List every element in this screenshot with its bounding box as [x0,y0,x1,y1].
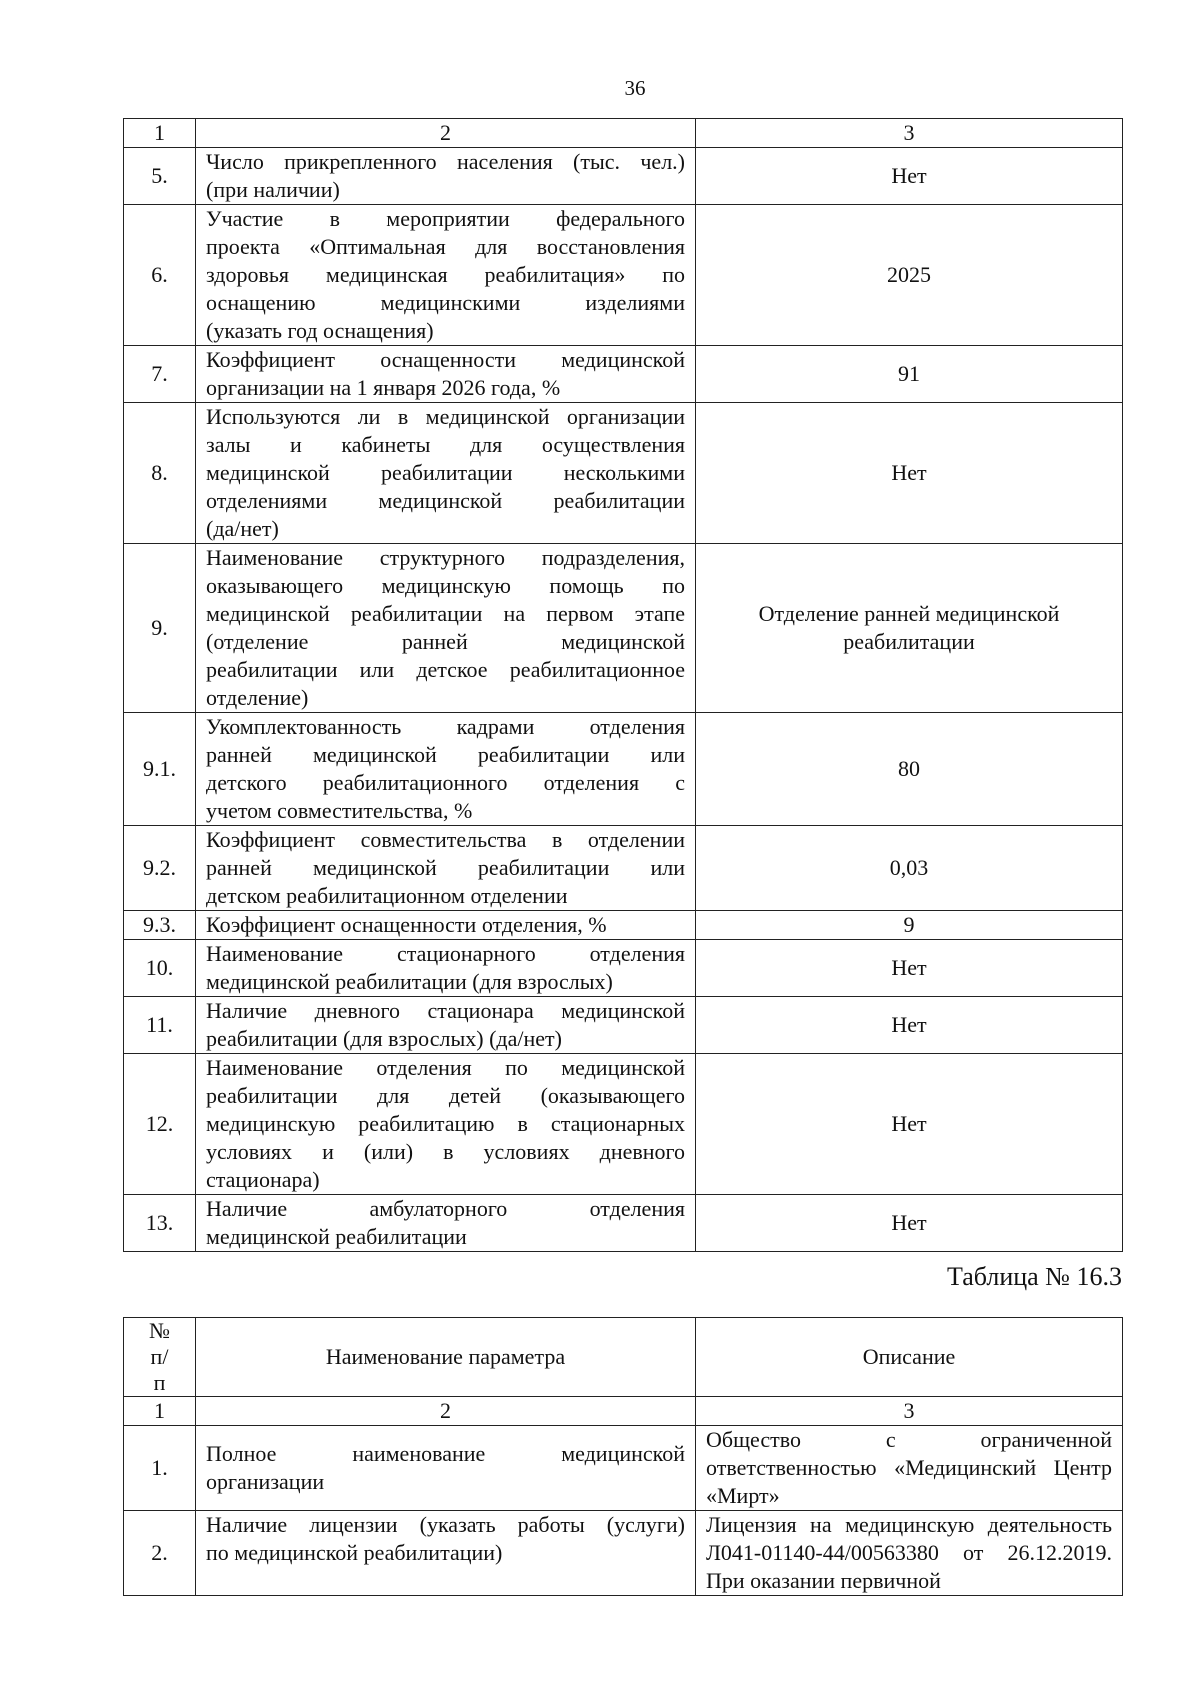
cell-line: ранней медицинской реабилитации или [206,742,685,767]
row-number: 6. [124,205,196,346]
table-row [124,544,1123,713]
table-row [124,826,1123,911]
row-number: 12. [124,1054,196,1195]
cell-line: Укомплектованность кадрами отделения [206,714,685,739]
cell-line: детского реабилитационного отделения с [206,770,685,795]
value-cell: 80 [696,713,1123,826]
numbering-row [124,1397,1123,1426]
cell-line: стационара) [206,1167,320,1192]
value-cell: Нет [696,1195,1123,1252]
cell-line: Лицензия на медицинскую деятельность [706,1512,1112,1537]
cell-line: Общество с ограниченной [706,1427,1112,1452]
value-cell: Нет [696,940,1123,997]
cell-line: оснащению медицинскими изделиями [206,290,685,315]
table-caption: Таблица № 16.3 [946,1262,1122,1291]
value-cell: 2025 [696,205,1123,346]
value-cell: 9 [696,911,1123,940]
cell-line: медицинской реабилитации (для взрослых) [206,969,613,994]
table-row [124,205,1123,346]
value-cell: Нет [696,997,1123,1054]
cell-line: Используются ли в медицинской организации [206,404,685,429]
description-cell [696,1511,1123,1596]
column-number: 3 [696,119,1123,148]
header-parameter: Наименование параметра [196,1318,696,1397]
table-row [124,713,1123,826]
table-header-row [124,119,1123,148]
cell-line: учетом совместительства, % [206,798,473,823]
column-number: 1 [124,1397,196,1426]
cell-line: медицинскую реабилитацию в стационарных [206,1111,685,1136]
cell-line: (отделение ранней медицинской [206,629,685,654]
parameter-cell [196,148,696,205]
table-row [124,148,1123,205]
row-number: 8. [124,403,196,544]
parameter-cell [196,826,696,911]
cell-line: условиях и (или) в условиях дневного [206,1139,685,1164]
table-row [124,1511,1123,1596]
cell-line: Наличие дневного стационара медицинской [206,998,685,1023]
column-number: 2 [196,119,696,148]
table-row [124,1195,1123,1252]
row-number: 9. [124,544,196,713]
header-description: Описание [696,1318,1123,1397]
column-number: 2 [196,1397,696,1426]
cell-line: по медицинской реабилитации) [206,1540,503,1565]
cell-line: Число прикрепленного населения (тыс. чел.) [206,149,685,174]
organization-table [123,1317,1123,1596]
row-number: 9.3. [124,911,196,940]
parameter-cell [196,713,696,826]
table-header-row [124,1318,1123,1397]
cell-line: (да/нет) [206,516,279,541]
row-number: 9.2. [124,826,196,911]
parameter-cell [196,346,696,403]
value-cell: Нет [696,148,1123,205]
cell-line: «Мирт» [706,1483,780,1508]
page-number: 36 [624,76,646,100]
cell-line: отделениями медицинской реабилитации [206,488,685,513]
parameter-cell [196,1426,696,1511]
table-row [124,911,1123,940]
cell-line: медицинской реабилитации [206,1224,467,1249]
value-cell: Нет [696,403,1123,544]
cell-line: Коэффициент оснащенности медицинской [206,347,685,372]
cell-line: детском реабилитационном отделении [206,883,568,908]
parameter-cell [196,940,696,997]
parameter-cell [196,544,696,713]
rehab-params-table [123,118,1123,1252]
table-row [124,403,1123,544]
row-number: 7. [124,346,196,403]
cell-line: реабилитации для детей (оказывающего [206,1083,685,1108]
column-number: 3 [696,1397,1123,1426]
parameter-cell [196,911,696,940]
parameter-cell [196,1195,696,1252]
parameter-cell [196,403,696,544]
cell-line: медицинской реабилитации на первом этапе [206,601,685,626]
cell-line: (указать год оснащения) [206,318,434,343]
column-number: 1 [124,119,196,148]
cell-line: ранней медицинской реабилитации или [206,855,685,880]
cell-line: При оказании первичной [706,1568,941,1593]
cell-line: Наличие амбулаторного отделения [206,1196,685,1221]
description-cell [696,1426,1123,1511]
row-number: 11. [124,997,196,1054]
parameter-cell [196,205,696,346]
cell-line: здоровья медицинская реабилитация» по [206,262,685,287]
cell-line: Участие в мероприятии федерального [206,206,685,231]
parameter-cell [196,1054,696,1195]
parameter-cell [196,997,696,1054]
cell-line: Л041-01140-44/00563380 от 26.12.2019. [706,1540,1112,1565]
cell-line: ответственностью «Медицинский Центр [706,1455,1112,1480]
cell-line: Наименование стационарного отделения [206,941,685,966]
cell-line: (при наличии) [206,177,340,202]
table-row [124,1054,1123,1195]
table-row [124,997,1123,1054]
value-cell: 91 [696,346,1123,403]
cell-line: залы и кабинеты для осуществления [206,432,685,457]
cell-line: медицинской реабилитации несколькими [206,460,685,485]
cell-line: оказывающего медицинскую помощь по [206,573,685,598]
table-row [124,940,1123,997]
cell-line: проекта «Оптимальная для восстановления [206,234,685,259]
parameter-cell [196,1511,696,1596]
cell-line: реабилитации или детское реабилитационное [206,657,685,682]
cell-line: Коэффициент оснащенности отделения, % [206,912,607,937]
cell-line: организации [206,1469,325,1494]
cell-line: организации на 1 января 2026 года, % [206,375,561,400]
cell-line: Коэффициент совместительства в отделении [206,827,685,852]
row-number: 1. [124,1426,196,1511]
cell-line: Наличие лицензии (указать работы (услуги) [206,1512,685,1537]
value-cell: Нет [696,1054,1123,1195]
cell-line: Наименование отделения по медицинской [206,1055,685,1080]
row-number: 2. [124,1511,196,1596]
value-cell: Отделение ранней медицинской реабилитации [696,544,1123,713]
cell-line: реабилитации (для взрослых) (да/нет) [206,1026,562,1051]
cell-line: отделение) [206,685,309,710]
value-cell: 0,03 [696,826,1123,911]
header-number: № п/п [124,1318,196,1397]
cell-line: Наименование структурного подразделения, [206,545,685,570]
row-number: 13. [124,1195,196,1252]
table-row [124,1426,1123,1511]
row-number: 10. [124,940,196,997]
row-number: 9.1. [124,713,196,826]
table-row [124,346,1123,403]
row-number: 5. [124,148,196,205]
cell-line: Полное наименование медицинской [206,1441,685,1466]
